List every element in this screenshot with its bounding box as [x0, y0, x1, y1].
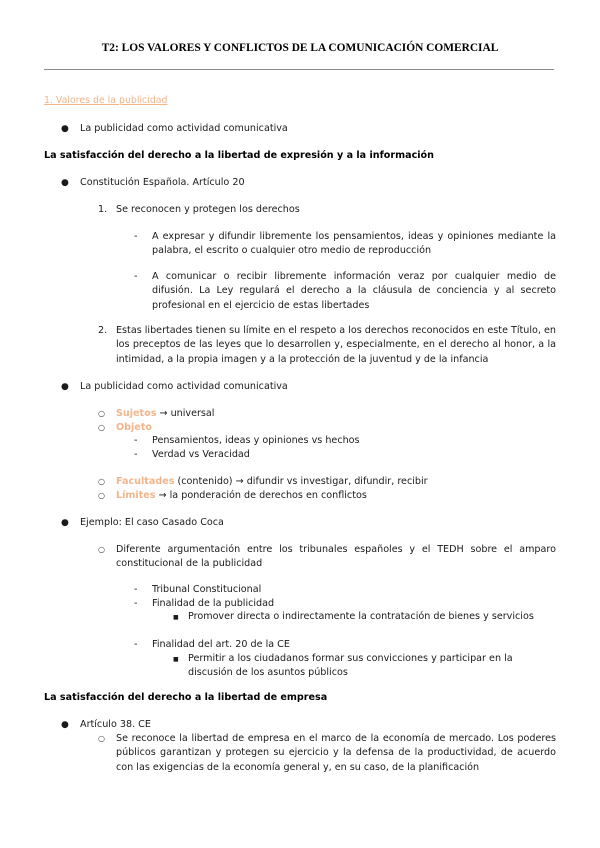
- list-item: Constitución Española. Artículo 20: [80, 177, 245, 188]
- list-item: A comunicar o recibir libremente información veraz por cualquier medio de difusión. La Ley regulará el derecho a la cláusula de conciencia y al secreto profesional en el ejercicio de estas libertades: [152, 271, 556, 311]
- list-item: A expresar y difundir libremente los pensamientos, ideas y opiniones mediante la palabra, el escrito o cualquier otro medio de reproducción: [152, 231, 556, 257]
- bullet-icon: ●: [61, 518, 69, 528]
- list-item: La publicidad como actividad comunicativa: [80, 381, 288, 392]
- list-item: Pensamientos, ideas y opiniones vs hechos: [152, 435, 360, 446]
- section-link-valores[interactable]: 1. Valores de la publicidad: [44, 95, 168, 106]
- square-bullet-icon: ■: [173, 656, 179, 663]
- list-item: Tribunal Constitucional: [152, 584, 262, 595]
- list-item-sujetos: Sujetos → universal: [116, 408, 215, 419]
- square-bullet-icon: ■: [173, 614, 179, 621]
- list-item-facultades: Facultades (contenido) → difundir vs investigar, difundir, recibir: [116, 476, 428, 487]
- list-item-limites: Límites → la ponderación de derechos en conflictos: [116, 490, 367, 501]
- list-item: Promover directa o indirectamente la contratación de bienes y servicios: [188, 611, 534, 622]
- list-item: Verdad vs Veracidad: [152, 449, 250, 460]
- title-divider: [44, 69, 554, 70]
- list-item: Finalidad de la publicidad: [152, 598, 275, 609]
- dash-icon: -: [134, 639, 138, 650]
- list-item: Artículo 38. CE: [80, 719, 151, 730]
- circle-bullet-icon: ○: [98, 545, 105, 554]
- list-item: Ejemplo: El caso Casado Coca: [80, 517, 224, 528]
- bullet-icon: ●: [61, 124, 69, 134]
- list-item: Se reconocen y protegen los derechos: [116, 204, 300, 215]
- list-item: Finalidad del art. 20 de la CE: [152, 639, 290, 650]
- dash-icon: -: [134, 271, 138, 282]
- page-title: T2: LOS VALORES Y CONFLICTOS DE LA COMUNICACIÓN COMERCIAL: [101, 42, 499, 54]
- heading-libertad-expresion: La satisfacción del derecho a la libertad de expresión y a la información: [44, 150, 434, 161]
- bullet-icon: ●: [61, 382, 69, 392]
- heading-libertad-empresa: La satisfacción del derecho a la libertad de empresa: [44, 692, 328, 703]
- dash-icon: -: [134, 598, 138, 609]
- list-number: 2.: [98, 325, 108, 336]
- list-item: Se reconoce la libertad de empresa en el marco de la economía de mercado. Los poderes públicos garantizan y protegen su ejercicio y la defensa de la productividad, de acuerdo con las exigencias de la economía general y, en su caso, de la planificación: [116, 733, 556, 773]
- circle-bullet-icon: ○: [98, 423, 105, 432]
- list-item: Permitir a los ciudadanos formar sus convicciones y participar en la discusión de los asuntos públicos: [188, 653, 513, 679]
- circle-bullet-icon: ○: [98, 409, 105, 418]
- dash-icon: -: [134, 584, 138, 595]
- dash-icon: -: [134, 449, 138, 460]
- dash-icon: -: [134, 435, 138, 446]
- list-item: La publicidad como actividad comunicativa: [80, 123, 288, 134]
- dash-icon: -: [134, 231, 138, 242]
- bullet-icon: ●: [61, 178, 69, 188]
- circle-bullet-icon: ○: [98, 491, 105, 500]
- list-item: Diferente argumentación entre los tribunales españoles y el TEDH sobre el amparo constitucional de la publicidad: [116, 544, 556, 570]
- list-item: Estas libertades tienen su límite en el respeto a los derechos reconocidos en este Título, en los preceptos de las leyes que lo desarrollen y, especialmente, en el derecho al honor, a la intimidad, a la propia imagen y a la protección de la juventud y de la infancia: [116, 325, 557, 365]
- list-number: 1.: [98, 204, 108, 215]
- circle-bullet-icon: ○: [98, 477, 105, 486]
- circle-bullet-icon: ○: [98, 734, 105, 743]
- bullet-icon: ●: [61, 720, 69, 730]
- list-item-objeto: Objeto: [116, 422, 152, 433]
